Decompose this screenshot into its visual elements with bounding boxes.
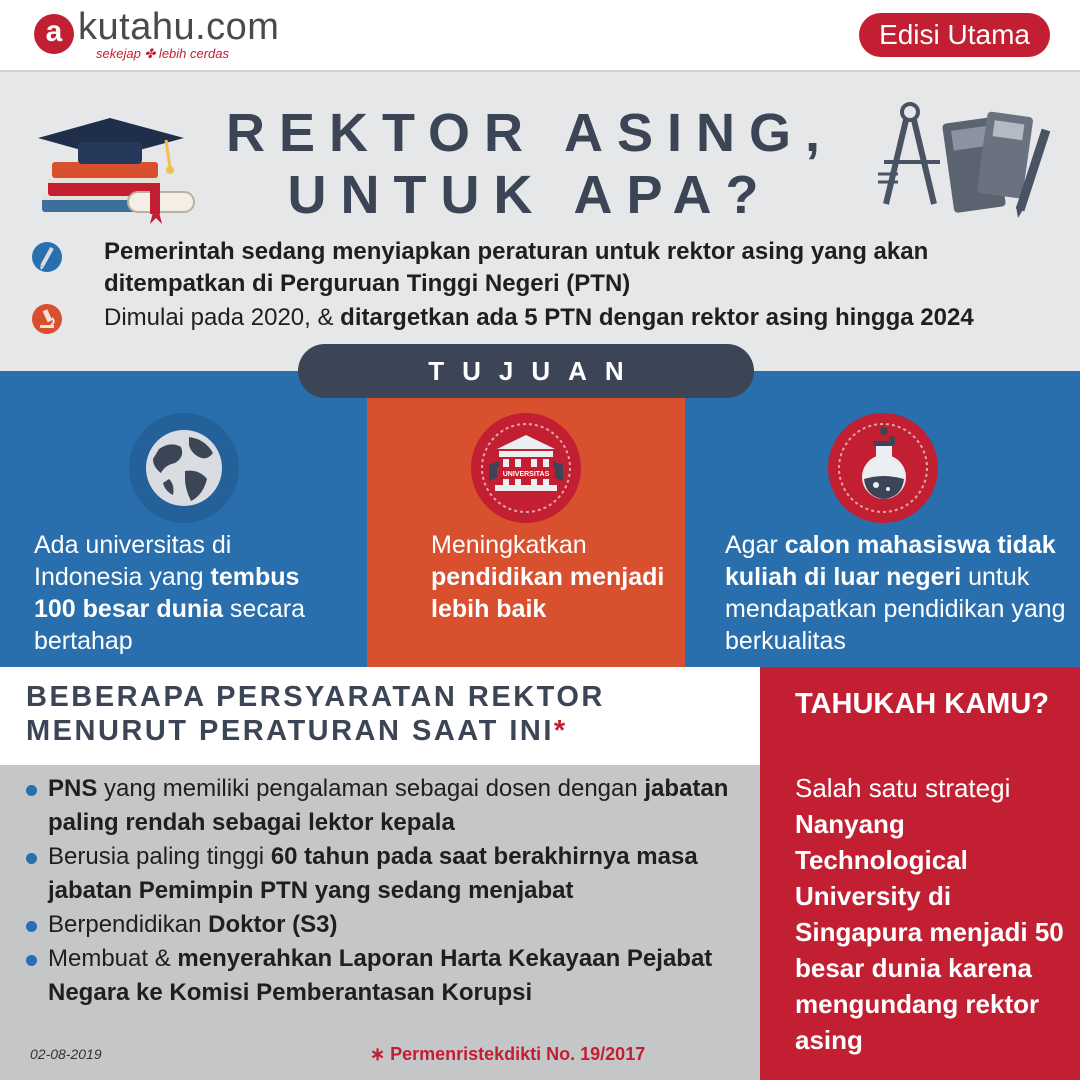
- intro-text-2: [104, 302, 1064, 334]
- goal-2-text-a: Meningkatkan: [431, 531, 587, 559]
- graduation-cap-books-icon: [38, 100, 198, 225]
- compass-notebook-pencil-icon: [870, 100, 1055, 218]
- publish-date: 02-08-2019: [30, 1046, 102, 1062]
- goal-1-text-c: secara bertahap: [34, 595, 305, 655]
- did-you-know-title: TAHUKAH KAMU?: [795, 688, 1049, 720]
- req-1-c: jabatan paling rendah sebagai lektor kepala: [48, 775, 729, 836]
- goal-2-text: [431, 529, 671, 625]
- lab-flask-icon: [828, 413, 938, 523]
- requirements-title-line-2-text: MENURUT PERATURAN SAAT INI: [26, 715, 554, 747]
- goal-3-text-b: calon mahasiswa tidak kuliah di luar negeri: [725, 531, 1056, 591]
- goal-2: [367, 371, 685, 667]
- did-you-know-text-a: Salah satu strategi: [795, 773, 1011, 803]
- goals-section: [0, 371, 1080, 667]
- req-4-b: menyerahkan Laporan Harta Kekayaan Pejabat Negara ke Komisi Pemberantasan Korupsi: [48, 945, 713, 1006]
- pencil-icon: [32, 242, 62, 272]
- requirements-list: [26, 772, 752, 1010]
- goal-3-text: [725, 529, 1075, 657]
- requirements-footnote-star: *: [553, 715, 568, 747]
- header: [0, 0, 1080, 72]
- req-3-a: Berpendidikan: [48, 911, 209, 938]
- req-1-a: PNS: [48, 775, 98, 802]
- goal-3: [685, 371, 1080, 667]
- globe-icon: [129, 413, 239, 523]
- intro-text-1: Pemerintah sedang menyiapkan peraturan untuk rektor asing yang akan ditempatkan di Perguruan Tinggi Negeri (PTN): [104, 238, 929, 297]
- goal-1-text-a: Ada universitas di Indonesia yang: [34, 531, 232, 591]
- goal-1-text-b: tembus 100 besar dunia: [34, 563, 300, 623]
- logo-mark[interactable]: a: [34, 14, 74, 54]
- req-4-a: Membuat &: [48, 945, 178, 972]
- list-item: [26, 840, 752, 908]
- bullet-icon: [26, 955, 37, 966]
- university-building-icon: [471, 413, 581, 523]
- logo-wordmark[interactable]: kutahu.com: [78, 6, 280, 48]
- source-footnote: ∗ Permenristekdikti No. 19/2017: [370, 1044, 646, 1064]
- did-you-know-text-b: Nanyang Technological University di Singapura menjadi 50 besar dunia karena mengundang rektor asing: [795, 809, 1064, 1055]
- title-line-2: UNTUK APA?: [287, 165, 773, 225]
- intro-text-2-bold: ditargetkan ada 5 PTN dengan rektor asing hingga 2024: [340, 304, 974, 331]
- goal-1-icon-circle: [129, 413, 239, 523]
- goal-1: [0, 371, 367, 667]
- goal-3-text-c: untuk mendapatkan pendidikan yang berkualitas: [725, 563, 1066, 655]
- bullet-icon: [26, 853, 37, 864]
- req-3-b: Doktor (S3): [208, 911, 338, 938]
- goal-2-icon-circle: [471, 413, 581, 523]
- edition-badge: Edisi Utama: [859, 13, 1050, 57]
- goals-heading: TUJUAN: [298, 344, 754, 398]
- intro-text-2-plain: Dimulai pada 2020, &: [104, 304, 341, 331]
- goal-1-text: [34, 529, 344, 657]
- req-2-b: 60 tahun pada saat berakhirnya masa jabatan Pemimpin PTN yang sedang menjabat: [48, 843, 698, 904]
- bullet-icon: [26, 921, 37, 932]
- list-item: [26, 772, 752, 840]
- did-you-know-text: [795, 770, 1071, 1058]
- requirements-title-line-2: [26, 714, 746, 748]
- goal-2-text-b: pendidikan menjadi lebih baik: [431, 563, 665, 623]
- logo-tagline: sekejap ✤ lebih cerdas: [96, 46, 230, 61]
- requirements-title: [26, 680, 746, 748]
- page-title: [190, 102, 870, 226]
- university-badge-label: UNIVERSITAS: [502, 471, 550, 478]
- list-item: [26, 908, 752, 942]
- title-line-1: REKTOR ASING,: [225, 103, 835, 163]
- requirements-title-line-1: BEBERAPA PERSYARATAN REKTOR: [26, 681, 605, 713]
- goal-3-text-a: Agar: [725, 531, 785, 559]
- goal-3-icon-circle: [828, 413, 938, 523]
- microscope-icon: [32, 304, 62, 334]
- req-2-a: Berusia paling tinggi: [48, 843, 271, 870]
- list-item: [26, 942, 752, 1010]
- bullet-icon: [26, 785, 37, 796]
- req-1-b: yang memiliki pengalaman sebagai dosen dengan: [97, 775, 645, 802]
